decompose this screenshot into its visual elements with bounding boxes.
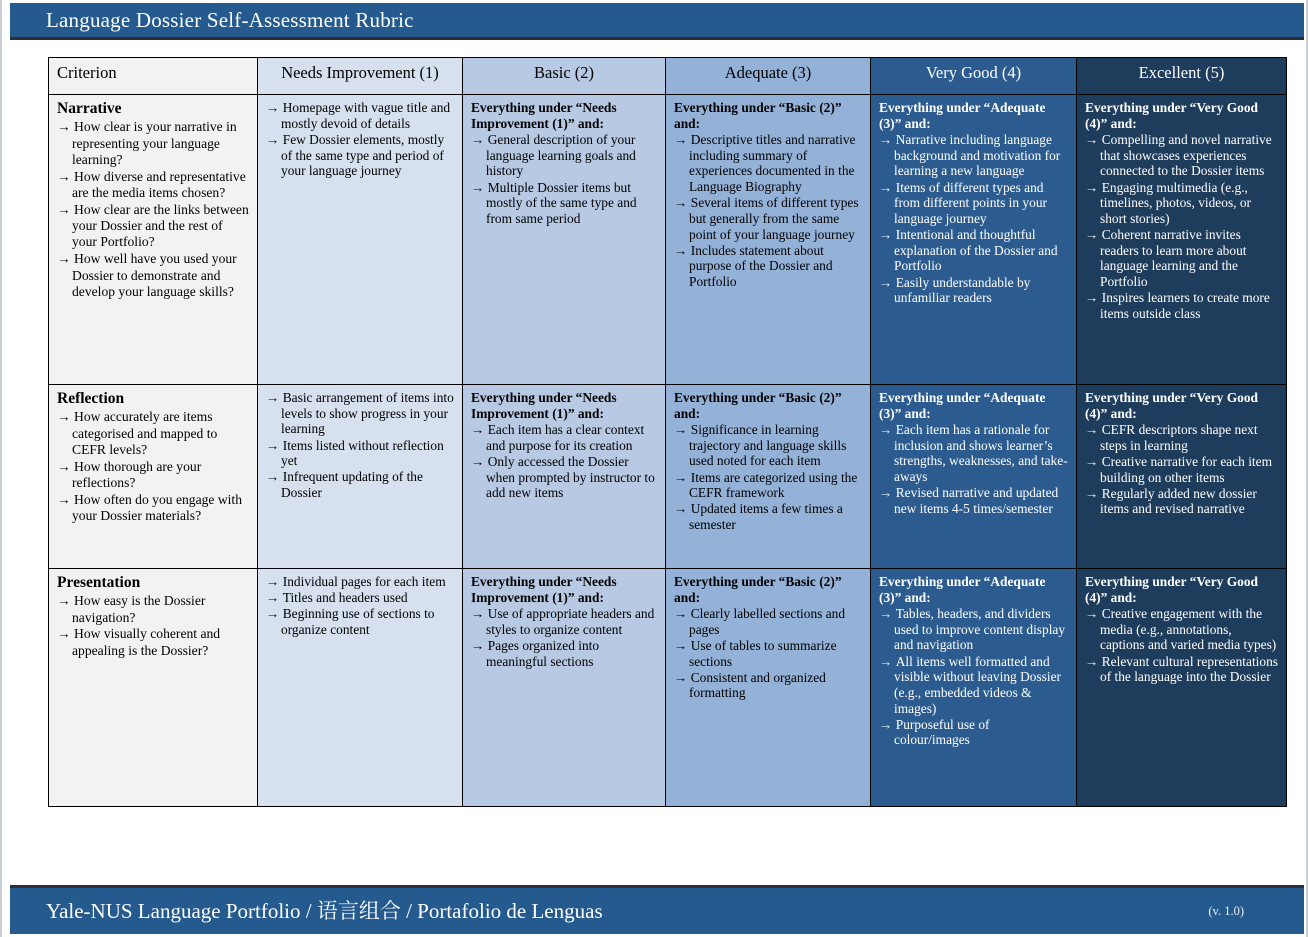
list-item: → General description of your language learning goals and history [471,132,657,179]
list-item: → Regularly added new dossier items and revised narrative [1085,486,1278,517]
descriptor-list [266,100,454,179]
list-item: → How accurately are items categorised and mapped to CEFR levels? [57,409,249,458]
descriptor-list [1085,606,1278,685]
list-item: → Revised narrative and updated new items 4-5 times/semester [879,485,1068,516]
cell-criterion [49,385,258,569]
list-item: → Only accessed the Dossier when prompted by instructor to add new items [471,454,657,501]
rubric-table-body [49,95,1287,807]
criterion-questions [57,119,249,300]
descriptor-list [471,132,657,227]
footer-version: (v. 1.0) [1208,903,1244,918]
list-item: → Updated items a few times a semester [674,501,862,532]
list-item: → How visually coherent and appealing is the Dossier? [57,626,249,659]
list-item: → Narrative including language background and motivation for learning a new language [879,132,1068,179]
list-item: → Descriptive titles and narrative including summary of experiences documented in the Language Biography [674,132,862,195]
list-item: → Relevant cultural representations of the language into the Dossier [1085,654,1278,685]
list-item: → Few Dossier elements, mostly of the same type and period of your language journey [266,132,454,179]
list-item: → How easy is the Dossier navigation? [57,593,249,626]
list-item: → Basic arrangement of items into levels to show progress in your learning [266,390,454,437]
column-header-needs-improvement: Needs Improvement (1) [258,58,463,95]
footer-title: Yale-NUS Language Portfolio / 语言组合 / Portafolio de Lenguas [46,898,603,923]
list-item: → Intentional and thoughtful explanation of the Dossier and Portfolio [879,227,1068,274]
list-item: → Items of different types and from different points in your language journey [879,180,1068,227]
cell-adequate [666,569,871,807]
list-item: → Use of tables to summarize sections [674,638,862,669]
descriptor-lead: Everything under “Adequate (3)” and: [879,100,1046,131]
rubric-table [48,57,1287,807]
descriptor-list [879,422,1068,517]
list-item: → Creative narrative for each item building on other items [1085,454,1278,485]
list-item: → How well have you used your Dossier to demonstrate and develop your language skills? [57,251,249,300]
rubric-table-container [48,57,1286,807]
page-footer-bar [10,885,1304,934]
descriptor-lead: Everything under “Needs Improvement (1)” and: [471,390,617,421]
descriptor-list [1085,422,1278,517]
list-item: → Includes statement about purpose of the Dossier and Portfolio [674,243,862,290]
cell-very-good [871,569,1077,807]
criterion-name: Reflection [57,390,125,407]
descriptor-list [471,422,657,501]
list-item: → Each item has a rationale for inclusion and shows learner’s strengths, weaknesses, and take-aways [879,422,1068,485]
list-item: → Use of appropriate headers and styles to organize content [471,606,657,637]
table-row [49,569,1287,807]
rubric-table-head [49,58,1287,95]
column-header-adequate: Adequate (3) [666,58,871,95]
descriptor-lead: Everything under “Very Good (4)” and: [1085,574,1258,605]
descriptor-list [879,606,1068,748]
list-item: → Several items of different types but generally from the same point of your language journey [674,195,862,242]
list-item: → All items well formatted and visible without leaving Dossier (e.g., embedded videos & images) [879,654,1068,717]
list-item: → Inspires learners to create more items outside class [1085,290,1278,321]
descriptor-list [674,606,862,701]
list-item: → Pages organized into meaningful sections [471,638,657,669]
descriptor-list [674,132,862,290]
descriptor-lead: Everything under “Needs Improvement (1)” and: [471,100,617,131]
descriptor-list [879,132,1068,306]
list-item: → Coherent narrative invites readers to learn more about language learning and the Portfolio [1085,227,1278,290]
list-item: → Tables, headers, and dividers used to improve content display and navigation [879,606,1068,653]
cell-needs-improvement [258,95,463,385]
table-row [49,385,1287,569]
column-header-excellent: Excellent (5) [1077,58,1287,95]
cell-criterion [49,95,258,385]
list-item: → Consistent and organized formatting [674,670,862,701]
cell-very-good [871,385,1077,569]
descriptor-list [266,574,454,638]
cell-adequate [666,385,871,569]
descriptor-lead: Everything under “Very Good (4)” and: [1085,390,1258,421]
list-item: → Each item has a clear context and purpose for its creation [471,422,657,453]
list-item: → Titles and headers used [266,590,454,606]
list-item: → How clear is your narrative in representing your language learning? [57,119,249,168]
list-item: → CEFR descriptors shape next steps in learning [1085,422,1278,453]
list-item: → Items listed without reflection yet [266,438,454,469]
cell-very-good [871,95,1077,385]
descriptor-lead: Everything under “Adequate (3)” and: [879,574,1046,605]
list-item: → Infrequent updating of the Dossier [266,469,454,500]
descriptor-list [471,606,657,669]
cell-needs-improvement [258,385,463,569]
cell-adequate [666,95,871,385]
descriptor-lead: Everything under “Basic (2)” and: [674,390,842,421]
cell-basic [463,569,666,807]
cell-basic [463,385,666,569]
criterion-questions [57,593,249,659]
list-item: → Compelling and novel narrative that showcases experiences connected to the Dossier items [1085,132,1278,179]
cell-needs-improvement [258,569,463,807]
descriptor-lead: Everything under “Very Good (4)” and: [1085,100,1258,131]
list-item: → How diverse and representative are the media items chosen? [57,169,249,202]
column-header-basic: Basic (2) [463,58,666,95]
table-row [49,95,1287,385]
list-item: → Significance in learning trajectory and language skills used noted for each item [674,422,862,469]
list-item: → Creative engagement with the media (e.g., annotations, captions and varied media types) [1085,606,1278,653]
criterion-name: Narrative [57,100,122,117]
criterion-questions [57,409,249,524]
descriptor-list [674,422,862,533]
list-item: → Items are categorized using the CEFR framework [674,470,862,501]
list-item: → Purposeful use of colour/images [879,717,1068,748]
cell-excellent [1077,385,1287,569]
list-item: → Beginning use of sections to organize content [266,606,454,637]
descriptor-lead: Everything under “Needs Improvement (1)” and: [471,574,617,605]
criterion-name: Presentation [57,574,141,591]
cell-excellent [1077,569,1287,807]
list-item: → Homepage with vague title and mostly devoid of details [266,100,454,131]
page-title-bar [10,3,1304,40]
cell-basic [463,95,666,385]
descriptor-lead: Everything under “Basic (2)” and: [674,574,842,605]
list-item: → Clearly labelled sections and pages [674,606,862,637]
list-item: → Individual pages for each item [266,574,454,590]
cell-excellent [1077,95,1287,385]
cell-criterion [49,569,258,807]
descriptor-list [266,390,454,501]
list-item: → How thorough are your reflections? [57,459,249,492]
descriptor-lead: Everything under “Basic (2)” and: [674,100,842,131]
descriptor-lead: Everything under “Adequate (3)” and: [879,390,1046,421]
list-item: → Engaging multimedia (e.g., timelines, photos, videos, or short stories) [1085,180,1278,227]
list-item: → Multiple Dossier items but mostly of the same type and from same period [471,180,657,227]
list-item: → How often do you engage with your Dossier materials? [57,492,249,525]
list-item: → Easily understandable by unfamiliar readers [879,275,1068,306]
table-header-row [49,58,1287,95]
page-title: Language Dossier Self-Assessment Rubric [46,7,414,32]
descriptor-list [1085,132,1278,322]
column-header-criterion: Criterion [49,58,258,95]
list-item: → How clear are the links between your Dossier and the rest of your Portfolio? [57,202,249,251]
column-header-very-good: Very Good (4) [871,58,1077,95]
